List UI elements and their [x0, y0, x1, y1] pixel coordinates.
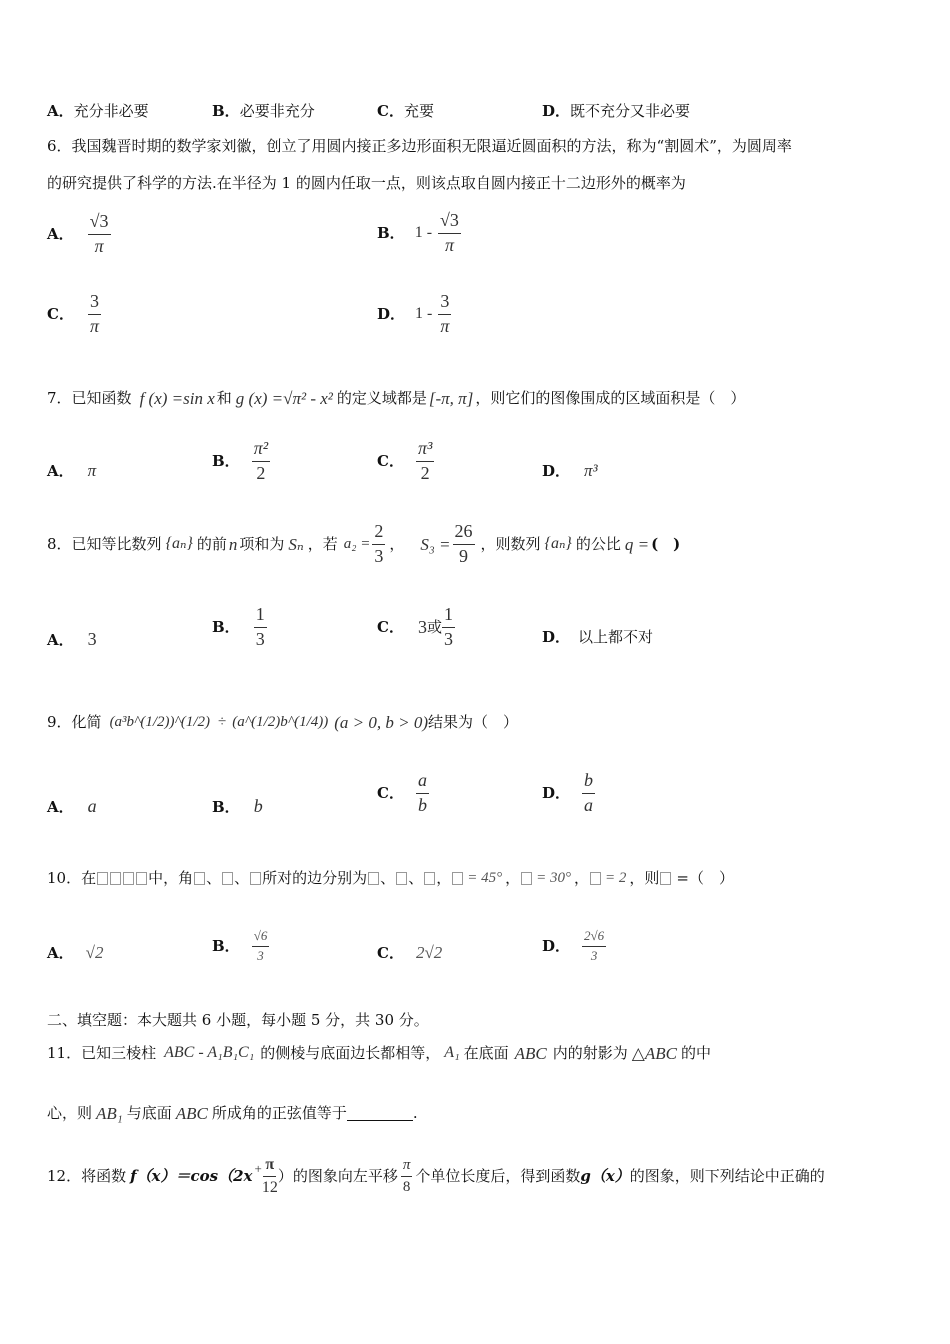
- q9-stem: 9． 化简 (a³b^(1/2))^(1/2) ÷ (a^(1/2)b^(1/4)) (a > 0, b > 0) 结果为（ ）: [47, 712, 519, 732]
- q6-option-b: B． 1 - $\frac{√3}{\pi}$: [377, 209, 459, 255]
- q9-option-b: B． b: [212, 796, 263, 816]
- q7-option-c: C． $\frac{\text{π³}}{2}$: [377, 437, 433, 483]
- q7-stem: 7． 已知函数 f (x) =sin x 和 g (x) =√π² - x² 的定义域都是 [-π, π] ，则它们的图像围成的区域面积是（ ）: [47, 388, 746, 408]
- q8-stem: 8． 已知等比数列 {aₙ} 的前 n 项和为 Sₙ ，若 a₂ = $\frac{2}{3}$ ， S₃ = $\frac{26}{9}$ ，则数列 {aₙ} 的公比 q = ( ): [47, 520, 681, 566]
- q6-line2: 的研究提供了科学的方法.在半径为 1 的圆内任取一点，则该点取自圆内接正十二边形外的概率为: [47, 174, 686, 192]
- q11-line1: 11． 已知三棱柱 ABC - A₁B₁C₁ 的侧棱与底面边长都相等， A₁ 在底面 ABC 内的射影为 △ABC 的中: [47, 1043, 711, 1063]
- q8-option-c: C． 3 或 $\frac{1}{3}$: [377, 603, 453, 649]
- fraction: $\frac{√3}{\pi}$: [89, 210, 109, 256]
- q7-option-d: D． π³: [542, 461, 598, 480]
- q5-option-a: A．充分非必要: [47, 102, 149, 120]
- q10-option-b: B． $\frac{√6}{3}$: [212, 928, 268, 963]
- q10-option-d: D． $\frac{2√6}{3}$: [542, 928, 605, 963]
- q8-option-a: A． 3: [47, 629, 97, 649]
- q5-option-d: D．既不充分又非必要: [542, 102, 691, 120]
- q7-g-expr: g (x) =√π² - x²: [235, 388, 333, 408]
- q11-line2: 心，则 AB₁ 与底面 ABC 所成角的正弦值等于 .: [47, 1103, 418, 1123]
- q7-f-expr: f (x) =sin x: [139, 388, 215, 408]
- q10-stem: 10． 在 中，角 、 、 所对的边分别为 、 、 ， = 45° ， = 30° ， = 2 ，则 =（ ）: [47, 868, 734, 887]
- q7-option-a: A． π: [47, 461, 97, 480]
- section-title: 二、填空题：本大题共 6 小题，每小题 5 分，共 30 分。: [47, 1011, 429, 1029]
- q6-option-c: C． $\frac{3}{\pi}$: [47, 290, 99, 336]
- q9-option-c: C． $\frac{a}{b}$: [377, 769, 427, 815]
- q10-option-a: A． √2: [47, 943, 104, 962]
- q12-stem: 12． 将函数 f（x）＝cos（2x + $\frac{\pi}{12}$ ）的图象向左平移 $\frac{\pi}{8}$ 个单位长度后，得到函数 g（x） 的图象，则下列结论中正确的: [47, 1155, 825, 1196]
- q8-option-d: D． 以上都不对: [542, 628, 654, 646]
- q5-option-b: B．必要非充分: [212, 102, 315, 120]
- q6-option-d: D． 1 - $\frac{3}{\pi}$: [377, 290, 450, 336]
- q10-option-c: C． 2√2: [377, 943, 443, 962]
- q9-expr2: (a^(1/2)b^(1/4)): [232, 713, 329, 730]
- q9-expr1: (a³b^(1/2))^(1/2): [109, 713, 211, 730]
- q6-line1: 6．我国魏晋时期的数学家刘徽，创立了用圆内接正多边形面积无限逼近圆面积的方法，称为“割圆术”，为圆周率: [47, 137, 792, 155]
- q7-domain: [-π, π]: [428, 388, 474, 408]
- q9-option-a: A． a: [47, 796, 97, 816]
- q5-option-c: C．充要: [377, 102, 434, 120]
- q7-option-b: B． $\frac{\text{π²}}{2}$: [212, 437, 269, 483]
- q6-option-a: A． $\frac{√3}{\pi}$: [47, 210, 109, 256]
- answer-blank[interactable]: [347, 1106, 413, 1121]
- missing-glyph-box: [97, 872, 108, 885]
- q9-option-d: D． $\frac{b}{a}$: [542, 769, 594, 815]
- q8-option-b: B． $\frac{1}{3}$: [212, 603, 265, 649]
